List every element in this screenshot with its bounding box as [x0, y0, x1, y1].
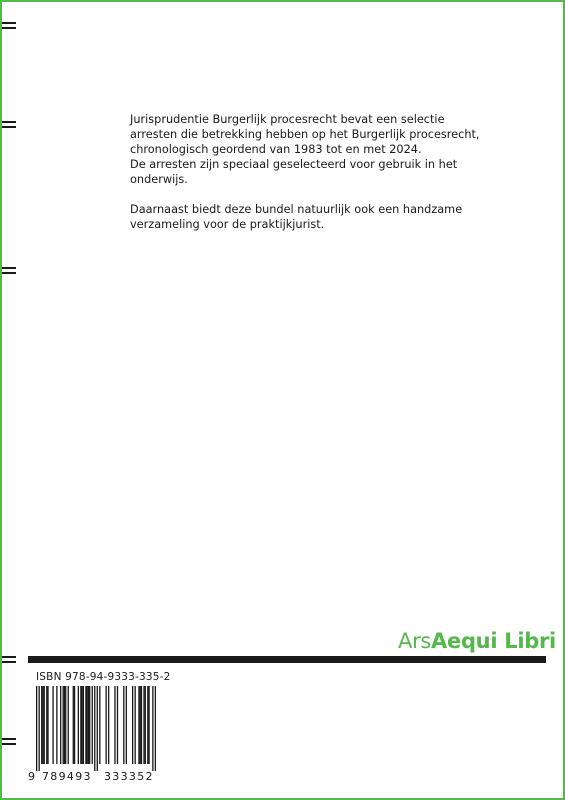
crop-mark	[2, 267, 16, 275]
barcode-bar	[80, 686, 81, 764]
barcode-bar	[105, 686, 106, 764]
barcode-bar	[108, 686, 109, 764]
barcode-bar	[44, 686, 45, 764]
barcode-bar	[64, 686, 65, 764]
crop-mark	[2, 22, 16, 30]
barcode-left-group: 789493	[42, 770, 92, 783]
barcode-digits	[28, 770, 168, 784]
barcode-bar	[152, 686, 153, 771]
crop-mark	[2, 121, 16, 129]
divider-bar	[28, 656, 546, 663]
barcode-bar	[60, 686, 61, 764]
barcode-bar	[89, 686, 90, 764]
barcode-bar	[52, 686, 53, 764]
publisher-logo-aequi-libri: Aequi Libri	[431, 629, 556, 653]
crop-mark	[2, 738, 16, 746]
barcode-bar	[123, 686, 124, 764]
barcode-bar	[63, 686, 64, 764]
barcode-bar	[41, 686, 42, 764]
blurb-paragraph: Jurisprudentie Burgerlijk procesrecht bevat een selectie arresten die betrekking hebben op het Burgerlijk procesrecht, chronologisch geordend van 1983 tot en met 2024.	[130, 113, 480, 156]
barcode-bar	[143, 686, 144, 764]
barcode-bar	[68, 686, 69, 764]
barcode-bar	[132, 686, 133, 764]
barcode-bar	[42, 686, 43, 764]
barcode-bar	[114, 686, 115, 764]
barcode-bar	[99, 686, 100, 764]
barcode-bar	[97, 686, 98, 771]
barcode-bar	[88, 686, 89, 764]
publisher-logo	[398, 629, 556, 653]
barcode-bar	[138, 686, 139, 764]
barcode-bar	[117, 686, 118, 764]
barcode-bar	[92, 686, 93, 764]
barcode-bar	[94, 686, 95, 771]
barcode-bar	[81, 686, 82, 764]
barcode-bar	[85, 686, 86, 764]
barcode-bar	[46, 686, 47, 764]
barcode	[36, 686, 156, 771]
crop-mark	[2, 656, 16, 664]
barcode-bar	[73, 686, 74, 764]
barcode-bar	[78, 686, 79, 764]
barcode-bar	[36, 686, 37, 771]
barcode-bar	[74, 686, 75, 764]
barcode-bar	[47, 686, 48, 764]
barcode-bar	[148, 686, 149, 764]
barcode-first-digit: 9	[28, 770, 35, 783]
blurb-paragraph: Daarnaast biedt deze bundel natuurlijk ook een handzame verzameling voor de praktijkjurist.	[130, 203, 463, 231]
barcode-bar	[56, 686, 57, 764]
barcode-bar	[155, 686, 156, 771]
barcode-bar	[141, 686, 142, 764]
barcode-bar	[83, 686, 84, 764]
barcode-bar	[147, 686, 148, 764]
barcode-bar	[140, 686, 141, 764]
back-cover-blurb	[130, 112, 490, 232]
barcode-bar	[145, 686, 146, 764]
barcode-bar	[135, 686, 136, 764]
barcode-right-group: 333352	[104, 770, 154, 783]
isbn-label: ISBN 978-94-9333-335-2	[36, 671, 171, 683]
barcode-bar	[126, 686, 127, 764]
barcode-bar	[87, 686, 88, 764]
barcode-bar	[65, 686, 66, 764]
publisher-logo-ars: Ars	[398, 629, 432, 653]
barcode-bar	[39, 686, 40, 771]
blurb-paragraph: De arresten zijn speciaal geselecteerd voor gebruik in het onderwijs.	[130, 158, 458, 186]
